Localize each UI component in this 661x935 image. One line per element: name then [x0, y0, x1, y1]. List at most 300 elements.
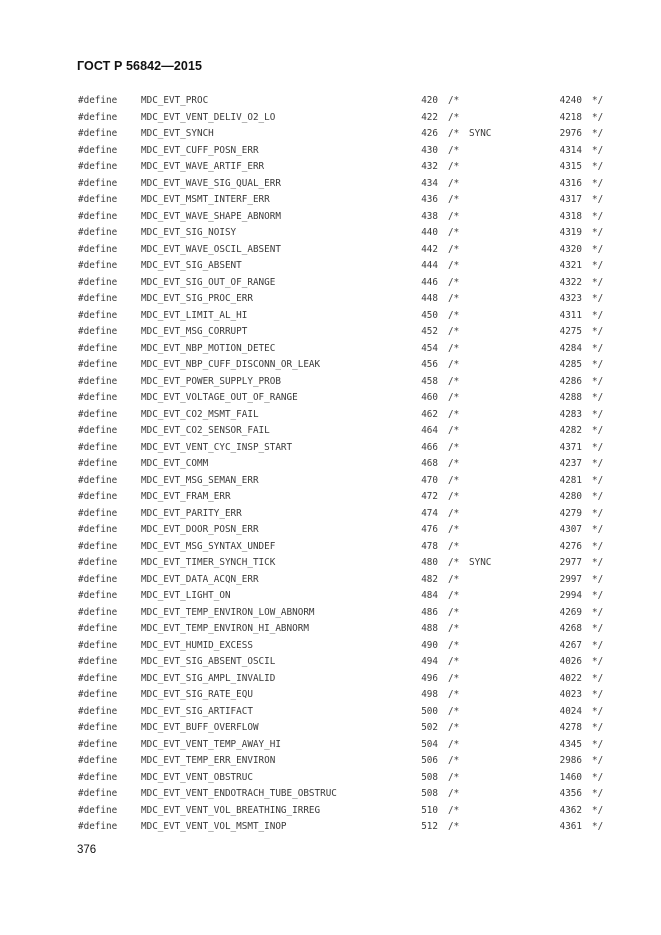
- macro-value: 478: [421, 540, 438, 552]
- macro-value: 442: [421, 243, 438, 255]
- reference-code: 4320: [559, 243, 582, 255]
- comment-close: */: [592, 507, 604, 519]
- comment-close: */: [592, 425, 604, 436]
- macro-value: 434: [421, 177, 438, 189]
- comment-open: /*: [448, 491, 460, 502]
- comment-open: /*: [448, 293, 460, 304]
- document-title: ГОСТ Р 56842—2015: [77, 59, 203, 73]
- macro-name: MDC_EVT_MSG_SYNTAX_UNDEF: [141, 540, 276, 552]
- comment-close: */: [592, 590, 604, 601]
- reference-code: 2997: [559, 573, 582, 585]
- comment-open: /*: [448, 111, 460, 123]
- code-line: [0, 341, 661, 358]
- comment-close: */: [592, 392, 604, 403]
- macro-value: 446: [421, 276, 438, 288]
- code-line: [0, 93, 661, 110]
- reference-code: 4267: [559, 639, 582, 651]
- macro-value: 438: [421, 210, 438, 222]
- define-keyword: #define: [78, 606, 118, 618]
- reference-code: 4026: [559, 656, 582, 667]
- macro-name: MDC_EVT_SIG_NOISY: [141, 227, 237, 238]
- macro-value: 474: [421, 507, 438, 519]
- code-line: [0, 671, 661, 688]
- comment-close: */: [592, 309, 604, 321]
- code-line: [0, 159, 661, 176]
- comment-open: /*: [448, 309, 460, 321]
- comment-close: */: [592, 276, 604, 288]
- comment-open: /*: [448, 689, 460, 700]
- comment-close: */: [592, 161, 604, 172]
- define-keyword: #define: [78, 359, 118, 370]
- comment-close: */: [592, 540, 604, 552]
- reference-code: 4280: [559, 491, 582, 502]
- code-line: [0, 407, 661, 424]
- code-line: [0, 275, 661, 292]
- define-keyword: #define: [78, 590, 118, 601]
- reference-code: 4317: [559, 194, 582, 205]
- comment-open: /*: [448, 144, 460, 156]
- reference-code: 2977: [559, 557, 582, 568]
- comment-close: */: [592, 689, 604, 700]
- macro-value: 420: [421, 95, 438, 106]
- code-line: [0, 456, 661, 473]
- comment-close: */: [592, 474, 604, 486]
- define-keyword: #define: [78, 738, 118, 750]
- comment-open: /*: [448, 326, 460, 337]
- comment-open: /*: [448, 722, 460, 733]
- code-line: [0, 687, 661, 704]
- code-line: [0, 192, 661, 209]
- macro-name: MDC_EVT_SIG_ARTIFACT: [141, 705, 253, 717]
- define-keyword: #define: [78, 705, 118, 717]
- comment-open: /*: [448, 623, 460, 634]
- comment-close: */: [592, 293, 604, 304]
- macro-value: 486: [421, 606, 438, 618]
- macro-name: MDC_EVT_TEMP_ENVIRON_HI_ABNORM: [141, 623, 309, 634]
- code-line: [0, 621, 661, 638]
- define-keyword: #define: [78, 144, 118, 156]
- reference-code: 4240: [559, 95, 582, 106]
- comment-open: /*: [448, 227, 460, 238]
- comment-open: /*: [448, 573, 460, 585]
- code-line: [0, 242, 661, 259]
- reference-code: 1460: [559, 771, 582, 783]
- macro-name: MDC_EVT_FRAM_ERR: [141, 491, 231, 502]
- reference-code: 4356: [559, 788, 582, 799]
- reference-code: 4275: [559, 326, 582, 337]
- reference-code: 4276: [559, 540, 582, 552]
- comment-open: /*: [448, 755, 460, 766]
- macro-name: MDC_EVT_COMM: [141, 458, 209, 469]
- macro-value: 436: [421, 194, 438, 205]
- define-keyword: #define: [78, 656, 118, 667]
- comment-close: */: [592, 95, 604, 106]
- macro-name: MDC_EVT_WAVE_SHAPE_ABNORM: [141, 210, 281, 222]
- comment-close: */: [592, 359, 604, 370]
- code-line: [0, 126, 661, 143]
- comment-close: */: [592, 606, 604, 618]
- reference-code: 4281: [559, 474, 582, 486]
- comment-open: /*: [448, 590, 460, 601]
- define-keyword: #define: [78, 623, 118, 634]
- comment-open: /*: [448, 474, 460, 486]
- comment-tag: SYNC: [469, 557, 492, 568]
- reference-code: 4269: [559, 606, 582, 618]
- define-keyword: #define: [78, 507, 118, 519]
- define-keyword: #define: [78, 573, 118, 585]
- define-keyword: #define: [78, 755, 118, 766]
- code-line: [0, 374, 661, 391]
- macro-value: 460: [421, 392, 438, 403]
- macro-value: 464: [421, 425, 438, 436]
- code-line: [0, 654, 661, 671]
- comment-close: */: [592, 639, 604, 651]
- macro-name: MDC_EVT_SIG_PROC_ERR: [141, 293, 253, 304]
- comment-close: */: [592, 623, 604, 634]
- comment-open: /*: [448, 342, 460, 354]
- code-line: [0, 572, 661, 589]
- comment-open: /*: [448, 375, 460, 387]
- define-keyword: #define: [78, 392, 118, 403]
- macro-value: 508: [421, 788, 438, 799]
- macro-name: MDC_EVT_VENT_OBSTRUC: [141, 771, 253, 783]
- define-keyword: #define: [78, 260, 118, 271]
- define-keyword: #define: [78, 722, 118, 733]
- macro-name: MDC_EVT_LIMIT_AL_HI: [141, 309, 248, 321]
- comment-open: /*: [448, 804, 460, 816]
- reference-code: 4323: [559, 293, 582, 304]
- comment-close: */: [592, 408, 604, 420]
- comment-close: */: [592, 210, 604, 222]
- code-line: [0, 110, 661, 127]
- code-line: [0, 324, 661, 341]
- comment-open: /*: [448, 194, 460, 205]
- macro-name: MDC_EVT_TEMP_ENVIRON_LOW_ABNORM: [141, 606, 315, 618]
- reference-code: 2994: [559, 590, 582, 601]
- comment-open: /*: [448, 639, 460, 651]
- define-keyword: #define: [78, 474, 118, 486]
- comment-open: /*: [448, 705, 460, 717]
- code-line: [0, 522, 661, 539]
- macro-value: 440: [421, 227, 438, 238]
- macro-name: MDC_EVT_DATA_ACQN_ERR: [141, 573, 259, 585]
- comment-close: */: [592, 243, 604, 255]
- comment-close: */: [592, 111, 604, 123]
- comment-open: /*: [448, 672, 460, 684]
- code-line: [0, 539, 661, 556]
- code-line: [0, 489, 661, 506]
- macro-name: MDC_EVT_LIGHT_ON: [141, 590, 231, 601]
- reference-code: 4278: [559, 722, 582, 733]
- reference-code: 4361: [559, 821, 582, 832]
- reference-code: 4024: [559, 705, 582, 717]
- comment-close: */: [592, 672, 604, 684]
- macro-value: 490: [421, 639, 438, 651]
- define-keyword: #define: [78, 161, 118, 172]
- comment-open: /*: [448, 359, 460, 370]
- code-line: [0, 819, 661, 836]
- reference-code: 4286: [559, 375, 582, 387]
- reference-code: 4311: [559, 309, 582, 321]
- code-line: [0, 423, 661, 440]
- define-keyword: #define: [78, 276, 118, 288]
- code-line: [0, 704, 661, 721]
- reference-code: 4285: [559, 359, 582, 370]
- define-keyword: #define: [78, 491, 118, 502]
- define-keyword: #define: [78, 540, 118, 552]
- reference-code: 2976: [559, 128, 582, 139]
- macro-name: MDC_EVT_WAVE_ARTIF_ERR: [141, 161, 265, 172]
- macro-value: 496: [421, 672, 438, 684]
- reference-code: 4279: [559, 507, 582, 519]
- reference-code: 4283: [559, 408, 582, 420]
- macro-value: 468: [421, 458, 438, 469]
- define-keyword: #define: [78, 557, 118, 568]
- macro-value: 426: [421, 128, 438, 139]
- macro-name: MDC_EVT_PARITY_ERR: [141, 507, 242, 519]
- reference-code: 4316: [559, 177, 582, 189]
- macro-name: MDC_EVT_VENT_ENDOTRACH_TUBE_OBSTRUC: [141, 788, 337, 799]
- comment-close: */: [592, 557, 604, 568]
- code-line: [0, 555, 661, 572]
- macro-name: MDC_EVT_SYNCH: [141, 128, 214, 139]
- code-line: [0, 737, 661, 754]
- define-keyword: #define: [78, 243, 118, 255]
- define-keyword: #define: [78, 408, 118, 420]
- macro-value: 502: [421, 722, 438, 733]
- code-line: [0, 803, 661, 820]
- macro-value: 466: [421, 441, 438, 453]
- comment-open: /*: [448, 441, 460, 453]
- comment-close: */: [592, 491, 604, 502]
- code-line: [0, 786, 661, 803]
- reference-code: 4362: [559, 804, 582, 816]
- comment-close: */: [592, 342, 604, 354]
- macro-value: 506: [421, 755, 438, 766]
- comment-close: */: [592, 656, 604, 667]
- define-keyword: #define: [78, 672, 118, 684]
- macro-name: MDC_EVT_NBP_CUFF_DISCONN_OR_LEAK: [141, 359, 321, 370]
- comment-open: /*: [448, 161, 460, 172]
- comment-open: /*: [448, 606, 460, 618]
- macro-value: 482: [421, 573, 438, 585]
- define-keyword: #define: [78, 425, 118, 436]
- reference-code: 4282: [559, 425, 582, 436]
- macro-name: MDC_EVT_WAVE_SIG_QUAL_ERR: [141, 177, 281, 189]
- comment-close: */: [592, 227, 604, 238]
- code-line: [0, 770, 661, 787]
- macro-value: 500: [421, 705, 438, 717]
- define-keyword: #define: [78, 342, 118, 354]
- macro-value: 508: [421, 771, 438, 783]
- comment-open: /*: [448, 260, 460, 271]
- comment-close: */: [592, 738, 604, 750]
- comment-close: */: [592, 821, 604, 832]
- macro-name: MDC_EVT_WAVE_OSCIL_ABSENT: [141, 243, 281, 255]
- code-line: [0, 225, 661, 242]
- macro-name: MDC_EVT_CO2_MSMT_FAIL: [141, 408, 259, 420]
- reference-code: 2986: [559, 755, 582, 766]
- define-keyword: #define: [78, 441, 118, 453]
- macro-value: 444: [421, 260, 438, 271]
- comment-close: */: [592, 755, 604, 766]
- macro-value: 498: [421, 689, 438, 700]
- macro-name: MDC_EVT_VOLTAGE_OUT_OF_RANGE: [141, 392, 298, 403]
- macro-value: 430: [421, 144, 438, 156]
- reference-code: 4023: [559, 689, 582, 700]
- macro-name: MDC_EVT_MSG_CORRUPT: [141, 326, 248, 337]
- define-keyword: #define: [78, 639, 118, 651]
- code-line: [0, 390, 661, 407]
- define-keyword: #define: [78, 227, 118, 238]
- reference-code: 4345: [559, 738, 582, 750]
- reference-code: 4218: [559, 111, 582, 123]
- comment-close: */: [592, 524, 604, 535]
- macro-value: 476: [421, 524, 438, 535]
- comment-close: */: [592, 458, 604, 469]
- macro-name: MDC_EVT_SIG_ABSENT: [141, 260, 242, 271]
- reference-code: 4321: [559, 260, 582, 271]
- comment-close: */: [592, 326, 604, 337]
- comment-open: /*: [448, 458, 460, 469]
- macro-value: 422: [421, 111, 438, 123]
- code-line: [0, 506, 661, 523]
- define-keyword: #define: [78, 804, 118, 816]
- code-line: [0, 357, 661, 374]
- code-line: [0, 143, 661, 160]
- macro-value: 432: [421, 161, 438, 172]
- comment-open: /*: [448, 656, 460, 667]
- macro-value: 456: [421, 359, 438, 370]
- reference-code: 4314: [559, 144, 582, 156]
- comment-close: */: [592, 375, 604, 387]
- code-line: [0, 209, 661, 226]
- comment-close: */: [592, 771, 604, 783]
- macro-name: MDC_EVT_SIG_ABSENT_OSCIL: [141, 656, 276, 667]
- define-keyword: #define: [78, 788, 118, 799]
- comment-open: /*: [448, 276, 460, 288]
- macro-value: 458: [421, 375, 438, 387]
- comment-open: /*: [448, 210, 460, 222]
- comment-open: /*: [448, 557, 460, 568]
- comment-open: /*: [448, 738, 460, 750]
- macro-name: MDC_EVT_HUMID_EXCESS: [141, 639, 253, 651]
- reference-code: 4315: [559, 161, 582, 172]
- macro-value: 510: [421, 804, 438, 816]
- define-keyword: #define: [78, 375, 118, 387]
- macro-value: 494: [421, 656, 438, 667]
- macro-value: 454: [421, 342, 438, 354]
- macro-name: MDC_EVT_SIG_AMPL_INVALID: [141, 672, 276, 684]
- macro-name: MDC_EVT_CUFF_POSN_ERR: [141, 144, 259, 156]
- define-keyword: #define: [78, 458, 118, 469]
- reference-code: 4371: [559, 441, 582, 453]
- macro-name: MDC_EVT_VENT_DELIV_O2_LO: [141, 111, 276, 123]
- define-keyword: #define: [78, 293, 118, 304]
- comment-tag: SYNC: [469, 128, 492, 139]
- define-keyword: #define: [78, 821, 118, 832]
- reference-code: 4288: [559, 392, 582, 403]
- comment-close: */: [592, 705, 604, 717]
- comment-close: */: [592, 194, 604, 205]
- macro-name: MDC_EVT_SIG_OUT_OF_RANGE: [141, 276, 276, 288]
- code-line: [0, 588, 661, 605]
- reference-code: 4284: [559, 342, 582, 354]
- macro-name: MDC_EVT_VENT_TEMP_AWAY_HI: [141, 738, 281, 750]
- define-keyword: #define: [78, 210, 118, 222]
- code-line: [0, 720, 661, 737]
- define-keyword: #define: [78, 111, 118, 123]
- macro-name: MDC_EVT_BUFF_OVERFLOW: [141, 722, 259, 733]
- comment-open: /*: [448, 243, 460, 255]
- comment-close: */: [592, 722, 604, 733]
- macro-name: MDC_EVT_TIMER_SYNCH_TICK: [141, 557, 276, 568]
- macro-value: 462: [421, 408, 438, 420]
- code-line: [0, 753, 661, 770]
- comment-open: /*: [448, 177, 460, 189]
- comment-open: /*: [448, 524, 460, 535]
- comment-close: */: [592, 144, 604, 156]
- reference-code: 4307: [559, 524, 582, 535]
- macro-name: MDC_EVT_PROC: [141, 95, 209, 106]
- reference-code: 4237: [559, 458, 582, 469]
- comment-open: /*: [448, 408, 460, 420]
- define-keyword: #define: [78, 771, 118, 783]
- macro-name: MDC_EVT_NBP_MOTION_DETEC: [141, 342, 276, 354]
- macro-value: 470: [421, 474, 438, 486]
- page-number: 376: [77, 844, 97, 856]
- code-listing: [0, 93, 661, 836]
- macro-name: MDC_EVT_CO2_SENSOR_FAIL: [141, 425, 270, 436]
- macro-value: 488: [421, 623, 438, 634]
- macro-value: 450: [421, 309, 438, 321]
- macro-value: 512: [421, 821, 438, 832]
- comment-open: /*: [448, 392, 460, 403]
- define-keyword: #define: [78, 326, 118, 337]
- define-keyword: #define: [78, 95, 118, 106]
- code-line: [0, 473, 661, 490]
- macro-name: MDC_EVT_VENT_VOL_BREATHING_IRREG: [141, 804, 321, 816]
- comment-open: /*: [448, 821, 460, 832]
- reference-code: 4322: [559, 276, 582, 288]
- macro-name: MDC_EVT_POWER_SUPPLY_PROB: [141, 375, 281, 387]
- reference-code: 4318: [559, 210, 582, 222]
- macro-value: 504: [421, 738, 438, 750]
- comment-open: /*: [448, 128, 460, 139]
- macro-name: MDC_EVT_MSG_SEMAN_ERR: [141, 474, 259, 486]
- define-keyword: #define: [78, 177, 118, 189]
- comment-open: /*: [448, 540, 460, 552]
- comment-open: /*: [448, 507, 460, 519]
- define-keyword: #define: [78, 689, 118, 700]
- comment-close: */: [592, 260, 604, 271]
- comment-open: /*: [448, 95, 460, 106]
- code-line: [0, 176, 661, 193]
- define-keyword: #define: [78, 309, 118, 321]
- macro-value: 480: [421, 557, 438, 568]
- define-keyword: #define: [78, 524, 118, 535]
- comment-close: */: [592, 441, 604, 453]
- define-keyword: #define: [78, 128, 118, 139]
- comment-close: */: [592, 128, 604, 139]
- macro-name: MDC_EVT_VENT_CYC_INSP_START: [141, 441, 293, 453]
- reference-code: 4319: [559, 227, 582, 238]
- macro-value: 484: [421, 590, 438, 601]
- comment-close: */: [592, 573, 604, 585]
- code-line: [0, 291, 661, 308]
- reference-code: 4268: [559, 623, 582, 634]
- code-line: [0, 258, 661, 275]
